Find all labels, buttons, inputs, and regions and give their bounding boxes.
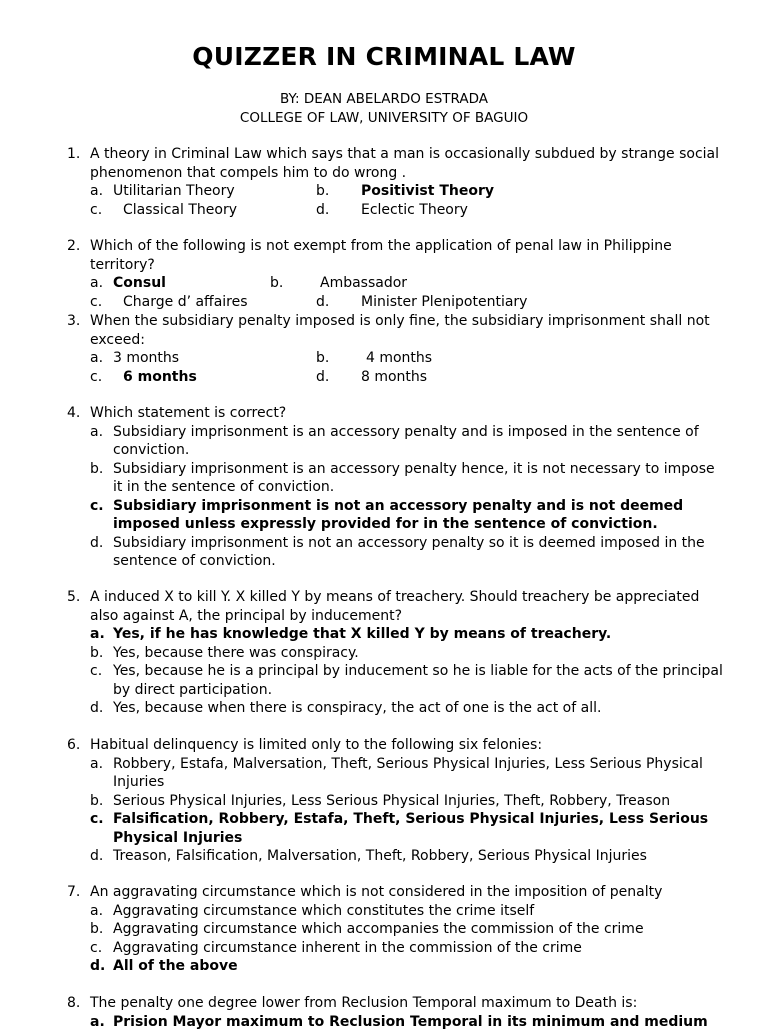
option-letter: b. <box>90 920 103 939</box>
correct-answer: Falsification, Robbery, Estafa, Theft, Serious Physical Injuries, Less Serious Physical Injuries <box>113 811 708 846</box>
option-letter: b. <box>316 349 329 368</box>
option-item-correct <box>90 1013 727 1031</box>
option-item-correct <box>90 810 727 847</box>
option-text: Serious Physical Injuries, Less Serious Physical Injuries, Theft, Robbery, Treason <box>113 793 670 809</box>
question-3 <box>67 312 727 386</box>
correct-answer: Consul <box>113 274 166 293</box>
option-text: Eclectic Theory <box>361 201 468 220</box>
option-letter: c. <box>90 201 102 220</box>
option-text: 3 months <box>113 349 179 368</box>
option-letter: b. <box>316 182 329 201</box>
option-text: Utilitarian Theory <box>113 182 235 201</box>
option-letter: b. <box>90 644 103 663</box>
option-row <box>90 182 727 201</box>
option-letter: b. <box>90 460 103 479</box>
option-letter: d. <box>316 368 329 387</box>
question-5 <box>67 588 727 718</box>
option-row <box>90 368 727 387</box>
question-number: 1. <box>67 145 80 164</box>
question-text: A induced X to kill Y. X killed Y by means of treachery. Should treachery be appreciated also against A, the principal by inducement? <box>90 588 727 625</box>
option-row <box>90 349 727 368</box>
option-text: 4 months <box>366 349 432 368</box>
option-text: Yes, because there was conspiracy. <box>113 645 359 661</box>
question-text: Which statement is correct? <box>90 404 727 423</box>
option-item <box>90 920 727 939</box>
option-item <box>90 847 727 866</box>
question-number: 4. <box>67 404 80 423</box>
question-7 <box>67 883 727 976</box>
option-item-correct <box>90 957 727 976</box>
correct-answer: 6 months <box>123 368 197 387</box>
option-text: Aggravating circumstance which constitutes the crime itself <box>113 903 534 919</box>
option-item <box>90 423 727 460</box>
options-list <box>90 423 727 571</box>
author-line: BY: DEAN ABELARDO ESTRADA <box>0 91 768 107</box>
option-text: Treason, Falsification, Malversation, Theft, Robbery, Serious Physical Injuries <box>113 848 647 864</box>
option-letter: a. <box>90 423 103 442</box>
option-letter: d. <box>90 534 103 553</box>
question-text: The penalty one degree lower from Reclusion Temporal maximum to Death is: <box>90 994 727 1013</box>
question-1 <box>67 145 727 219</box>
option-text: Subsidiary imprisonment is an accessory penalty and is imposed in the sentence of conviction. <box>113 424 699 459</box>
option-item <box>90 662 727 699</box>
option-item <box>90 755 727 792</box>
question-text: When the subsidiary penalty imposed is only fine, the subsidiary imprisonment shall not exceed: <box>90 312 727 349</box>
question-number: 5. <box>67 588 80 607</box>
option-letter: d. <box>316 293 329 312</box>
option-item <box>90 939 727 958</box>
option-letter: d. <box>90 699 103 718</box>
question-text: Which of the following is not exempt from the application of penal law in Philippine territory? <box>90 237 727 274</box>
option-letter: a. <box>90 182 103 201</box>
option-text: Subsidiary imprisonment is not an accessory penalty so it is deemed imposed in the sentence of conviction. <box>113 535 705 570</box>
question-2 <box>67 237 727 311</box>
option-text: Minister Plenipotentiary <box>361 293 527 312</box>
question-number: 8. <box>67 994 80 1013</box>
option-letter: a. <box>90 755 103 774</box>
affiliation-line: COLLEGE OF LAW, UNIVERSITY OF BAGUIO <box>0 110 768 126</box>
document-title: QUIZZER IN CRIMINAL LAW <box>0 42 768 71</box>
option-text: Charge d’ affaires <box>123 293 248 312</box>
question-number: 3. <box>67 312 80 331</box>
question-number: 2. <box>67 237 80 256</box>
option-text: Subsidiary imprisonment is an accessory penalty hence, it is not necessary to impose it in the sentence of conviction. <box>113 461 715 496</box>
question-6 <box>67 736 727 866</box>
question-number: 7. <box>67 883 80 902</box>
option-item-correct <box>90 497 727 534</box>
correct-answer: All of the above <box>113 958 238 974</box>
question-8 <box>67 994 727 1031</box>
options-list <box>90 1013 727 1031</box>
option-letter: a. <box>90 274 103 293</box>
option-letter: a. <box>90 902 103 921</box>
option-letter: c. <box>90 810 104 829</box>
option-row <box>90 201 727 220</box>
option-row <box>90 293 727 312</box>
correct-answer: Prision Mayor maximum to Reclusion Temporal in its minimum and medium <box>113 1014 708 1030</box>
option-item <box>90 792 727 811</box>
option-text: Yes, because when there is conspiracy, the act of one is the act of all. <box>113 700 601 716</box>
option-letter: a. <box>90 349 103 368</box>
option-row <box>90 274 727 293</box>
option-letter: c. <box>90 939 102 958</box>
correct-answer: Positivist Theory <box>361 182 494 201</box>
options-list <box>90 755 727 866</box>
option-item <box>90 902 727 921</box>
option-item <box>90 699 727 718</box>
option-letter: b. <box>270 274 283 293</box>
option-text: Robbery, Estafa, Malversation, Theft, Serious Physical Injuries, Less Serious Physical Injuries <box>113 756 703 791</box>
question-text: An aggravating circumstance which is not considered in the imposition of penalty <box>90 883 727 902</box>
options-list <box>90 625 727 718</box>
question-text: Habitual delinquency is limited only to the following six felonies: <box>90 736 727 755</box>
option-letter: c. <box>90 497 104 516</box>
option-letter: a. <box>90 1013 105 1031</box>
correct-answer: Subsidiary imprisonment is not an accessory penalty and is not deemed imposed unless expressly provided for in the sentence of conviction. <box>113 498 683 533</box>
question-text: A theory in Criminal Law which says that a man is occasionally subdued by strange social phenomenon that compels him to do wrong . <box>90 145 727 182</box>
option-item <box>90 644 727 663</box>
option-text: Yes, because he is a principal by inducement so he is liable for the acts of the principal by direct participation. <box>113 663 723 698</box>
option-text: 8 months <box>361 368 427 387</box>
option-letter: a. <box>90 625 105 644</box>
question-4 <box>67 404 727 571</box>
correct-answer: Yes, if he has knowledge that X killed Y by means of treachery. <box>113 626 611 642</box>
option-letter: c. <box>90 368 102 387</box>
option-text: Ambassador <box>320 274 407 293</box>
option-letter: d. <box>90 847 103 866</box>
option-text: Classical Theory <box>123 201 237 220</box>
option-letter: c. <box>90 293 102 312</box>
option-letter: d. <box>90 957 105 976</box>
option-text: Aggravating circumstance which accompanies the commission of the crime <box>113 921 644 937</box>
option-item <box>90 534 727 571</box>
options-list <box>90 902 727 976</box>
option-letter: c. <box>90 662 102 681</box>
option-item <box>90 460 727 497</box>
option-text: Aggravating circumstance inherent in the commission of the crime <box>113 940 582 956</box>
question-number: 6. <box>67 736 80 755</box>
option-item-correct <box>90 625 727 644</box>
option-letter: d. <box>316 201 329 220</box>
option-letter: b. <box>90 792 103 811</box>
